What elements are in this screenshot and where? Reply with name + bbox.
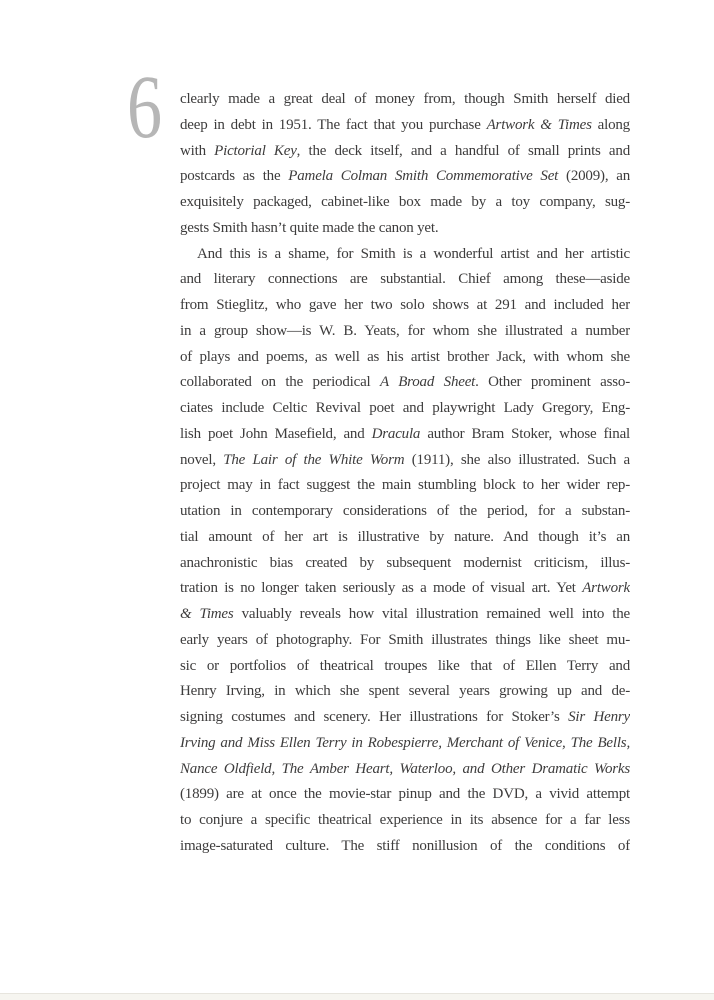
text-line [180, 345, 630, 371]
italic-text: The Lair of the White Worm [223, 451, 405, 468]
text-line [180, 370, 630, 396]
body-text: exquisitely packaged, cabinet-like box made by a toy company, sug- [180, 194, 630, 210]
text-line [180, 499, 630, 525]
text-line [180, 164, 630, 190]
body-text: And this is a shame, for Smith is a wonderful artist and her artistic [197, 245, 630, 262]
page-text [180, 87, 630, 860]
text-line [180, 679, 630, 705]
body-text: (2009), an [558, 168, 630, 185]
body-text: (1911), she also illustrated. Such a [404, 451, 630, 468]
body-text: deep in debt in 1951. The fact that you purchase [180, 116, 487, 133]
body-text: early years of photography. For Smith illustrates things like sheet mu- [180, 631, 630, 648]
body-text: tial amount of her art is illustrative by nature. And though it’s an [180, 528, 630, 545]
italic-text: A Broad Sheet [380, 374, 476, 391]
body-text: . Other prominent asso- [475, 374, 630, 391]
body-text: from Stieglitz, who gave her two solo shows at 291 and included her [180, 297, 630, 313]
text-line [180, 216, 630, 242]
text-line [180, 473, 630, 499]
body-text: anachronistic bias created by subsequent modernist criticism, illus- [180, 554, 630, 571]
footer-strip [0, 993, 714, 1000]
text-line [180, 139, 630, 165]
body-text: clearly made a great deal of money from, though Smith herself died [180, 91, 630, 107]
body-text: of plays and poems, as well as his artist brother Jack, with whom she [180, 348, 630, 365]
body-text: Henry Irving, in which she spent several years growing up and de- [180, 683, 630, 700]
text-line [180, 319, 630, 345]
text-line [180, 731, 630, 757]
text-line [180, 267, 630, 293]
text-line [180, 576, 630, 602]
text-line [180, 757, 630, 783]
text-line [180, 808, 630, 834]
italic-text: Nance Oldfield, The Amber Heart, Waterloo, and Other Dramatic Works [180, 760, 630, 777]
italic-text: Dracula [371, 425, 421, 442]
body-text: (1899) are at once the movie-star pinup and the DVD, a vivid attempt [180, 786, 630, 803]
body-text: ciates include Celtic Revival poet and playwright Lady Gregory, Eng- [180, 400, 630, 416]
text-line [180, 782, 630, 808]
body-text: in a group show—is W. B. Yeats, for whom she illustrated a number [180, 322, 630, 339]
text-line [180, 448, 630, 474]
body-text: , the deck itself, and a handful of small prints and [296, 142, 630, 159]
body-text: gests Smith hasn’t quite made the canon yet. [180, 219, 439, 236]
body-text: novel, [180, 451, 224, 468]
body-text: postcards as the [180, 168, 289, 185]
text-line [180, 87, 630, 113]
text-line [180, 190, 630, 216]
text-line [180, 422, 630, 448]
body-text: utation in contemporary considerations of the period, for a substan- [180, 503, 630, 519]
text-line [180, 396, 630, 422]
page-number: 6 [127, 58, 163, 157]
body-text: to conjure a specific theatrical experience in its absence for a far less [180, 812, 630, 828]
text-line [180, 242, 630, 268]
body-text: signing costumes and scenery. Her illustrations for Stoker’s [180, 709, 569, 725]
text-line [180, 602, 630, 628]
text-line [180, 551, 630, 577]
text-line [180, 525, 630, 551]
body-text: and literary connections are substantial. Chief among these—aside [180, 271, 630, 288]
text-line [180, 834, 630, 860]
body-text: tration is no longer taken seriously as a mode of visual art. Yet [180, 580, 583, 597]
body-text: collaborated on the periodical [180, 374, 381, 391]
italic-text: Artwork & Times [486, 116, 592, 133]
body-text: along [591, 116, 630, 133]
text-line [180, 705, 630, 731]
body-text: image-saturated culture. The stiff nonillusion of the conditions of [180, 837, 630, 854]
body-text: sic or portfolios of theatrical troupes like that of Ellen Terry and [180, 657, 630, 674]
text-line [180, 293, 630, 319]
text-line [180, 654, 630, 680]
body-text: author Bram Stoker, whose final [420, 425, 630, 442]
body-text: project may in fact suggest the main stumbling block to her wider rep- [180, 477, 630, 494]
italic-text: Pictorial Key [214, 142, 297, 159]
italic-text: Pamela Colman Smith Commemorative Set [288, 168, 559, 185]
body-text: lish poet John Masefield, and [180, 425, 372, 442]
italic-text: Artwork [582, 580, 630, 597]
italic-text: Irving and Miss Ellen Terry in Robespierre, Merchant of Venice, The Bells, [180, 734, 630, 751]
text-line [180, 113, 630, 139]
body-text: with [180, 142, 215, 159]
body-text: valuably reveals how vital illustration remained well into the [233, 606, 630, 622]
italic-text: & Times [180, 606, 234, 622]
italic-text: Sir Henry [568, 709, 630, 725]
text-line [180, 628, 630, 654]
